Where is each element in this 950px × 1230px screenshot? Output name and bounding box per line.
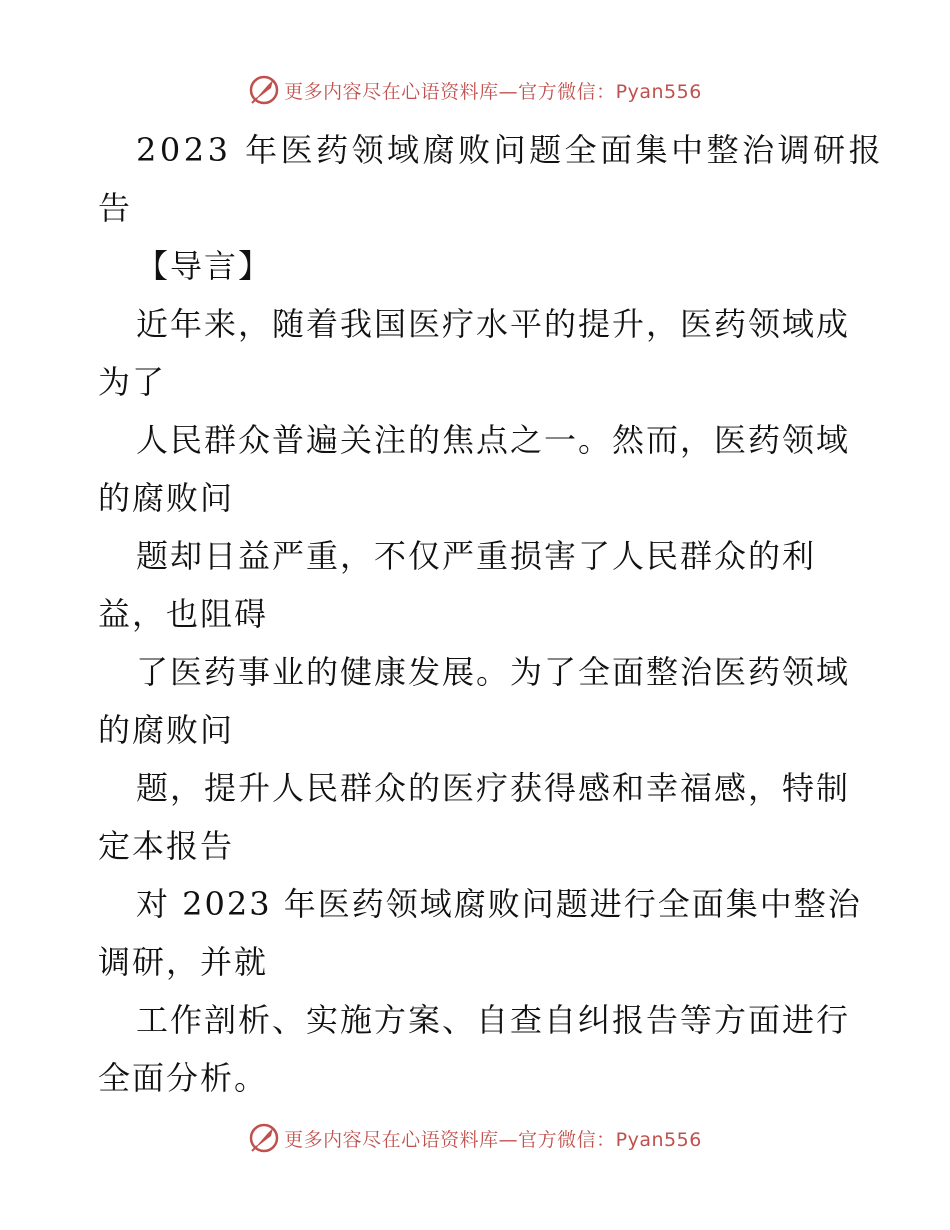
quill-pen-circle-icon — [248, 74, 280, 106]
body-line: 工作剖析、实施方案、自查自纠报告等方面进行 — [136, 1001, 851, 1039]
document-body — [98, 121, 885, 1107]
body-line: 定本报告 — [98, 827, 235, 865]
quill-pen-circle-icon — [248, 1122, 280, 1154]
watermark-text: 更多内容尽在心语资料库—官方微信：Pyan556 — [284, 1128, 702, 1151]
body-line: 调研，并就 — [98, 943, 269, 981]
body-line: 题却日益严重，不仅严重损害了人民群众的利 — [136, 537, 817, 575]
body-line: 为了 — [98, 363, 167, 401]
section-heading: 【导言】 — [136, 247, 273, 285]
body-line: 了医药事业的健康发展。为了全面整治医药领域 — [136, 653, 851, 691]
document-title-line-1: 2023 年医药领域腐败问题全面集中整治调研报 — [136, 131, 885, 169]
body-line: 近年来，随着我国医疗水平的提升，医药领域成 — [136, 305, 851, 343]
body-line: 题，提升人民群众的医疗获得感和幸福感，特制 — [136, 769, 851, 807]
header-watermark — [0, 70, 950, 110]
watermark-text: 更多内容尽在心语资料库—官方微信：Pyan556 — [284, 80, 702, 103]
body-line: 人民群众普遍关注的焦点之一。然而，医药领域 — [136, 421, 851, 459]
body-line: 的腐败问 — [98, 711, 235, 749]
body-line: 的腐败问 — [98, 479, 235, 517]
body-line: 对 2023 年医药领域腐败问题进行全面集中整治 — [136, 885, 862, 923]
document-title-line-2: 告 — [98, 189, 134, 227]
body-line: 益，也阻碍 — [98, 595, 269, 633]
body-line: 全面分析。 — [98, 1059, 269, 1097]
footer-watermark — [0, 1118, 950, 1158]
